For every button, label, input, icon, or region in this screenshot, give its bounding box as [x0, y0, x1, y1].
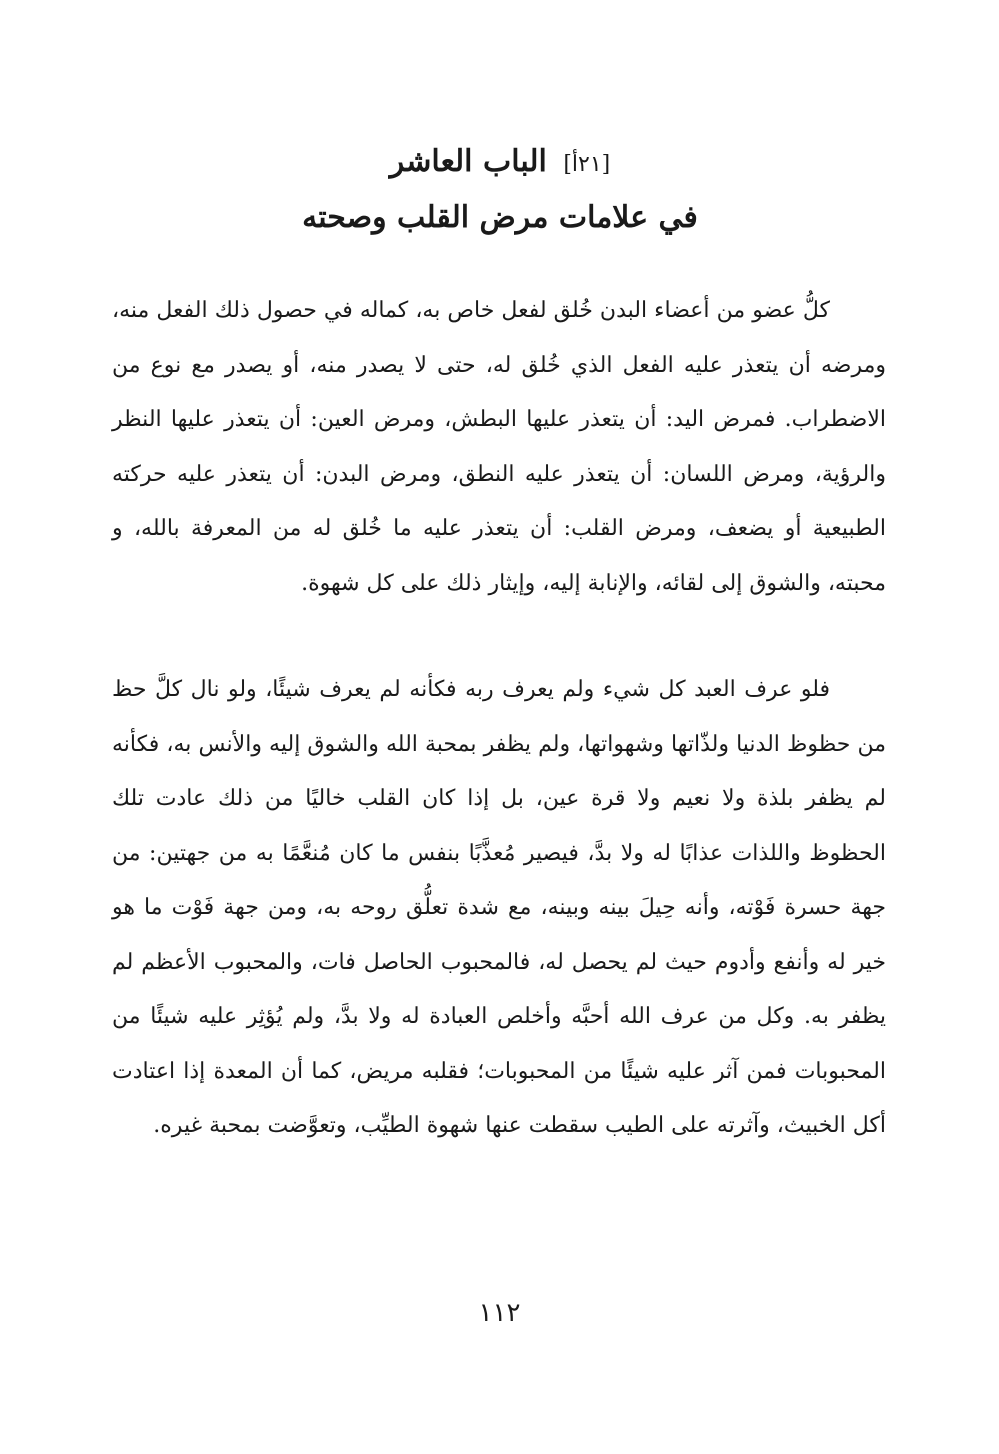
chapter-subtitle: في علامات مرض القلب وصحته [302, 200, 698, 235]
chapter-heading [100, 136, 900, 245]
paragraph: فلو عرف العبد كل شيء ولم يعرف ربه فكأنه لم يعرف شيئًا، ولو نال كلَّ حظ من حظوظ الدنيا ولذّاتها وشهواتها، ولم يظفر بمحبة الله والشوق إليه والأنس به، فكأنه لم يظفر بلذة ولا نعيم ولا قرة عين، بل إذا كان القلب خاليًا من ذلك عادت تلك الحظوظ واللذات عذابًا له ولا بدَّ، فيصير مُعذَّبًا بنفس ما كان مُنعَّمًا به من جهتين: من جهة حسرة فَوْته، وأنه حِيلَ بينه وبينه، مع شدة تعلُّق روحه به، ومن جهة فَوْت ما هو خير له وأنفع وأدوم حيث لم يحصل له، فالمحبوب الحاصل فات، والمحبوب الأعظم لم يظفر به. وكل من عرف الله أحبَّه وأخلص العبادة له ولا بدَّ، ولم يُؤثِر عليه شيئًا من المحبوبات فمن آثر عليه شيئًا من المحبوبات؛ فقلبه مريض، كما أن المعدة إذا اعتادت أكل الخبيث، وآثرته على الطيب سقطت عنها شهوة الطيِّب، وتعوَّضت بمحبة غيره. [112, 677, 886, 1138]
page-number: ١١٢ [478, 1298, 521, 1328]
paragraph: كلُّ عضو من أعضاء البدن خُلق لفعل خاص به، كماله في حصول ذلك الفعل منه، ومرضه أن يتعذر عليه الفعل الذي خُلق له، حتى لا يصدر منه، أو يصدر مع نوع من الاضطراب. فمرض اليد: أن يتعذر عليها البطش، ومرض العين: أن يتعذر عليها النظر والرؤية، ومرض اللسان: أن يتعذر عليه النطق، ومرض البدن: أن يتعذر عليه حركته الطبيعية أو يضعف، ومرض القلب: أن يتعذر عليه ما خُلق له من المعرفة بالله، و محبته، والشوق إلى لقائه، والإنابة إليه، وإيثار ذلك على كل شهوة. [112, 298, 886, 596]
folio-reference: [٢١أ] [563, 152, 611, 177]
chapter-title: الباب العاشر [389, 144, 547, 179]
paragraph-block-2 [112, 663, 886, 1154]
paragraph-block-1 [112, 284, 886, 611]
chapter-title-line [100, 136, 900, 191]
